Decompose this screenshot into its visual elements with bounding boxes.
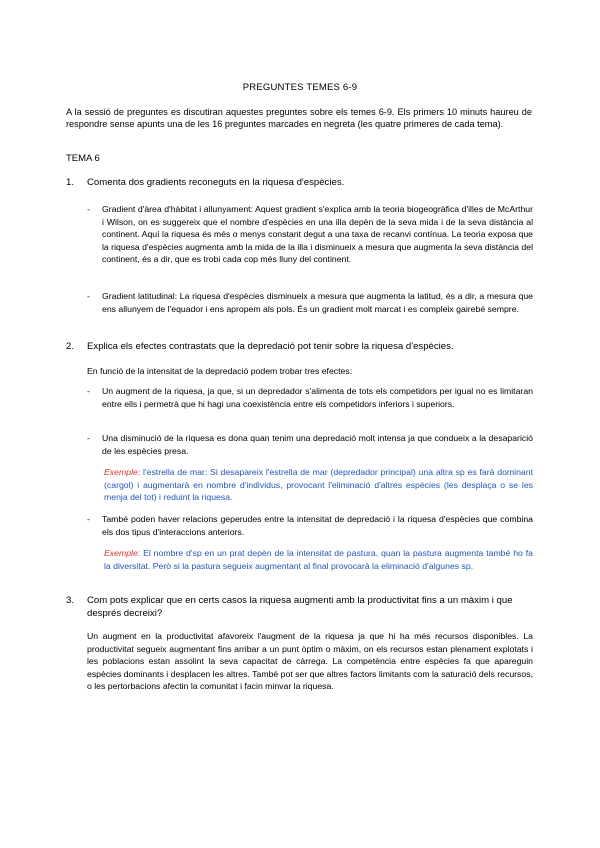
dash-bullet: - — [87, 514, 90, 524]
q2-bullet-1: Un augment de la riquesa, ja que, si un depredador s'alimenta de tots els competidors per igual no es limitaran entre ells i permetrà que hi hagi una coexistència entre els competidors inferiors i superiors. — [102, 386, 533, 409]
question-3 — [66, 595, 536, 620]
dash-bullet: - — [87, 433, 90, 443]
question-1 — [66, 177, 536, 190]
q3-answer: Un augment en la productivitat afavoreix l'augment de la riquesa ja que hi ha més recursos disponibles. La productivitat segueix augmentant fins arribar a un punt òptim o màxim, on els recursos estan plenament explotats i les poblacions estan assolint la seva capacitat de càrrega. La competència entre espècies fa que apareguin espècies dominants i desplacen les altres. També pot ser que altres factors limitants com la saturació dels recursos, o les pertorbacions afectin la comunitat i facin minvar la riquesa. — [87, 631, 533, 692]
section-heading: TEMA 6 — [66, 153, 100, 164]
dash-bullet: - — [87, 386, 90, 396]
question-text: Explica els efectes contrastats que la depredació pot tenir sobre la riquesa d'espècies. — [87, 341, 454, 352]
example-label: Exemple — [104, 548, 138, 558]
q2-bullet-2: Una disminució de la riquesa es dona quan tenim una depredació molt intensa ja que condueix a la desaparició de les espècies presa. — [102, 433, 533, 456]
question-text: Comenta dos gradients reconeguts en la riquesa d'espècies. — [87, 177, 345, 188]
example-label: Exemple — [104, 467, 138, 477]
q1-bullet-2: Gradient latitudinal: La riquesa d'espècies disminueix a mesura que augmenta la latitud, és a dir, a mesura que ens allunyem de l'equador i ens apropem als pols. És un gradient molt marcat i es compleix gairebé sempre. — [102, 291, 533, 314]
example-text: : El nombre d'sp en un prat depèn de la intensitat de pastura, quan la pastura augmenta també ho fa la diversitat. Però si la pastura segueix augmentant al final provocarà la eliminació d'algunes sp. — [104, 548, 533, 571]
question-number: 2. — [66, 341, 75, 352]
q1-bullet-1: Gradient d'àrea d'hàbitat i allunyament: Aquest gradient s'explica amb la teoria biogeogràfica d'illes de McArthur i Wilson, on es suggereix que el nombre d'espècies en una illa depèn de la seva mida i de la seva distància al continent. Aquí la riquesa és més o menys constant degut a una taxa de recanvi contínua. La teoria exposa que la riquesa d'espècies augmenta amb la mida de la illa i disminueix a mesura que augmenta la seva distància del continent, és a dir, que es trobi cada cop més lluny del continent. — [102, 204, 533, 265]
q2-bullet-3: També poden haver relacions geperudes entre la intensitat de depredació i la riquesa d'espècies que combina els dos tipus d'interaccions anteriors. — [102, 514, 533, 537]
q2-example-1 — [104, 466, 533, 504]
q2-example-2 — [104, 547, 533, 572]
question-2 — [66, 341, 536, 354]
question-number: 3. — [66, 595, 75, 606]
q2-lead: En funció de la intensitat de la depredació podem trobar tres efectes: — [87, 366, 353, 376]
example-text: : l'estrella de mar: Si desapareix l'estrella de mar (depredador principal) una altra sp es farà dominant (cargol) i augmentarà en nombre d'individus, provocant l'eliminació d'altres espècies (les desplaça o se les menja del tot) i reduint la riquesa. — [104, 467, 533, 503]
intro-paragraph: A la sessió de preguntes es discutiran aquestes preguntes sobre els temes 6-9. Els primers 10 minuts haureu de respondre sense apunts una de les 16 preguntes marcades en negreta (les quatre primeres de cada tema). — [66, 107, 532, 130]
dash-bullet: - — [87, 204, 90, 214]
page-title: PREGUNTES TEMES 6-9 — [242, 82, 358, 93]
question-number: 1. — [66, 177, 75, 188]
dash-bullet: - — [87, 291, 90, 301]
question-text: Com pots explicar que en certs casos la riquesa augmenti amb la productivitat fins a un màxim i que després decreixi? — [87, 595, 513, 619]
